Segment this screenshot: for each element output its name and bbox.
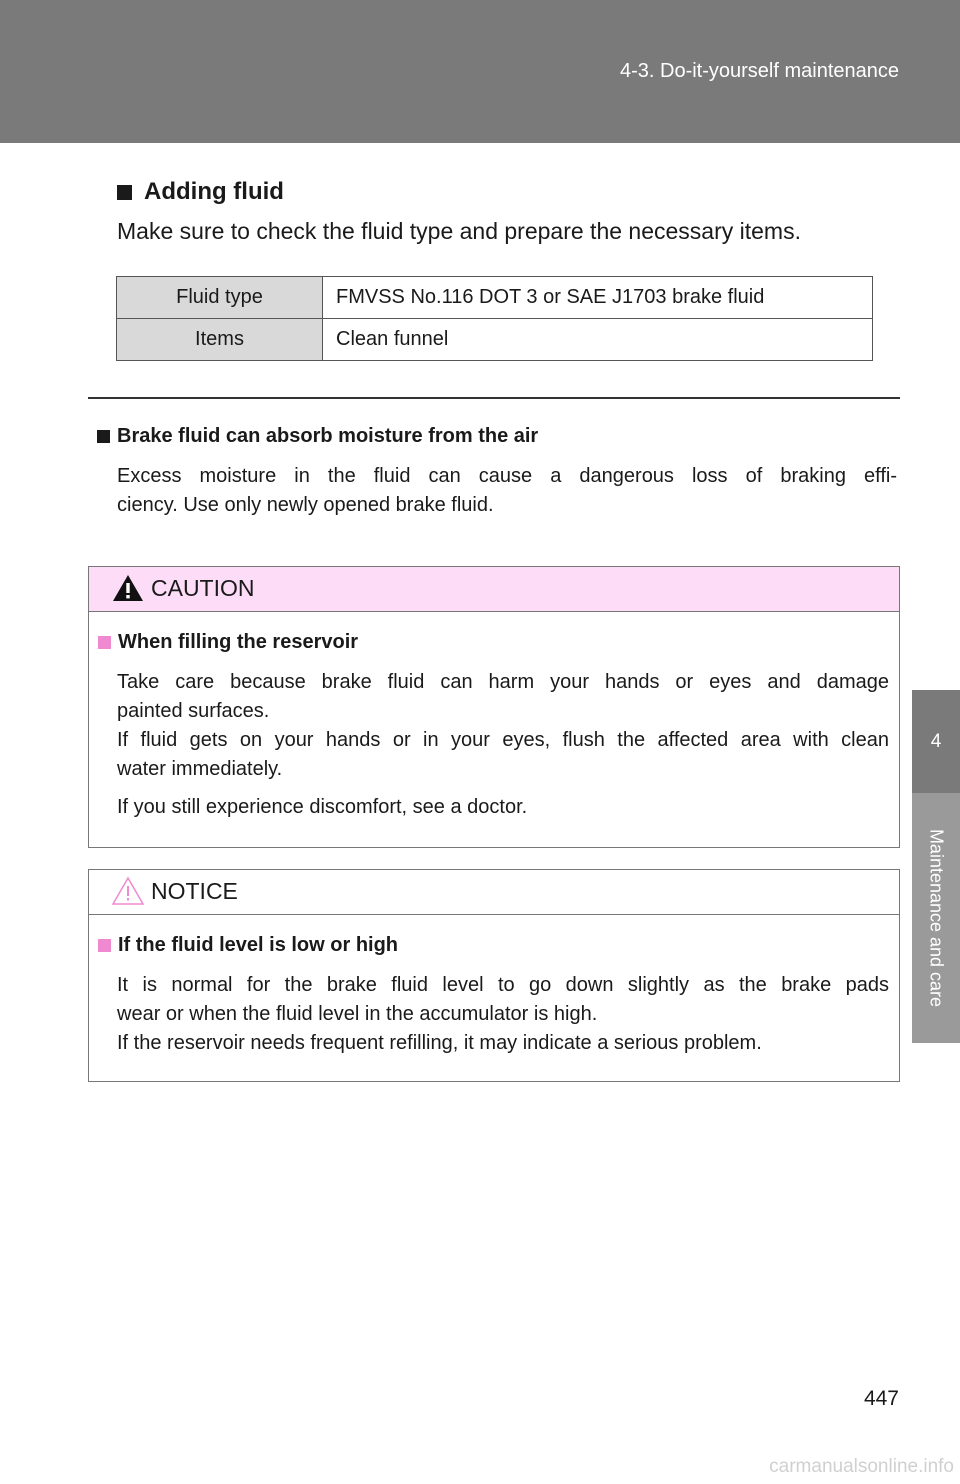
caution-line-4: water immediately. [117,758,283,780]
notice-header [89,870,899,915]
notice-line-2: wear or when the fluid level in the accumulator is high. [117,1003,598,1025]
caution-box [88,566,900,848]
chapter-tab-number: 4 [912,690,960,793]
notice-line-1: It is normal for the brake fluid level to go down slightly as the brake pads [117,974,889,996]
moisture-note-title: Brake fluid can absorb moisture from the air [117,425,539,447]
table-key: Fluid type [117,277,323,319]
moisture-note-heading [97,425,538,448]
warning-icon [112,573,144,603]
table-key: Items [117,319,323,361]
caution-line-1: Take care because brake fluid can harm your hands or eyes and damage [117,671,889,693]
notice-triangle-icon [112,876,144,906]
square-bullet-icon [98,636,111,649]
chapter-tab [912,793,960,1043]
page-number: 447 [863,1387,899,1410]
table-value: Clean funnel [323,319,873,361]
table-row [117,319,873,361]
adding-fluid-heading [117,178,284,206]
chapter-tab-label: Maintenance and care [926,828,947,1008]
moisture-line-2: ciency. Use only newly opened brake fluid. [117,494,494,516]
notice-body [117,971,889,1058]
caution-subheading-text: When filling the reservoir [118,631,359,653]
notice-subheading [98,934,398,957]
table-value: FMVSS No.116 DOT 3 or SAE J1703 brake fluid [323,277,873,319]
caution-line-3: If fluid gets on your hands or in your eyes, flush the affected area with clean [117,729,889,751]
page-header [0,0,960,143]
moisture-line-1: Excess moisture in the fluid can cause a dangerous loss of braking effi- [117,465,897,487]
caution-line-2: painted surfaces. [117,700,270,722]
square-bullet-icon [97,430,110,443]
watermark: carmanualsonline.info [769,1456,954,1477]
caution-line-5: If you still experience discomfort, see a doctor. [117,796,528,818]
caution-header [89,567,899,612]
caution-subheading [98,631,358,654]
square-bullet-icon [98,939,111,952]
fluid-table [116,276,873,361]
caution-body [117,668,889,822]
square-bullet-icon [117,185,132,200]
notice-title: NOTICE [151,878,238,904]
notice-box [88,869,900,1082]
section-title: 4-3. Do-it-yourself maintenance [619,60,899,82]
moisture-note-body [117,462,897,520]
notice-line-3: If the reservoir needs frequent refilling, it may indicate a serious problem. [117,1032,762,1054]
table-row [117,277,873,319]
notice-subheading-text: If the fluid level is low or high [118,934,399,956]
section-divider [88,397,900,399]
adding-fluid-title: Adding fluid [144,178,284,205]
adding-fluid-intro: Make sure to check the fluid type and prepare the necessary items. [117,218,801,244]
caution-title: CAUTION [151,575,255,601]
